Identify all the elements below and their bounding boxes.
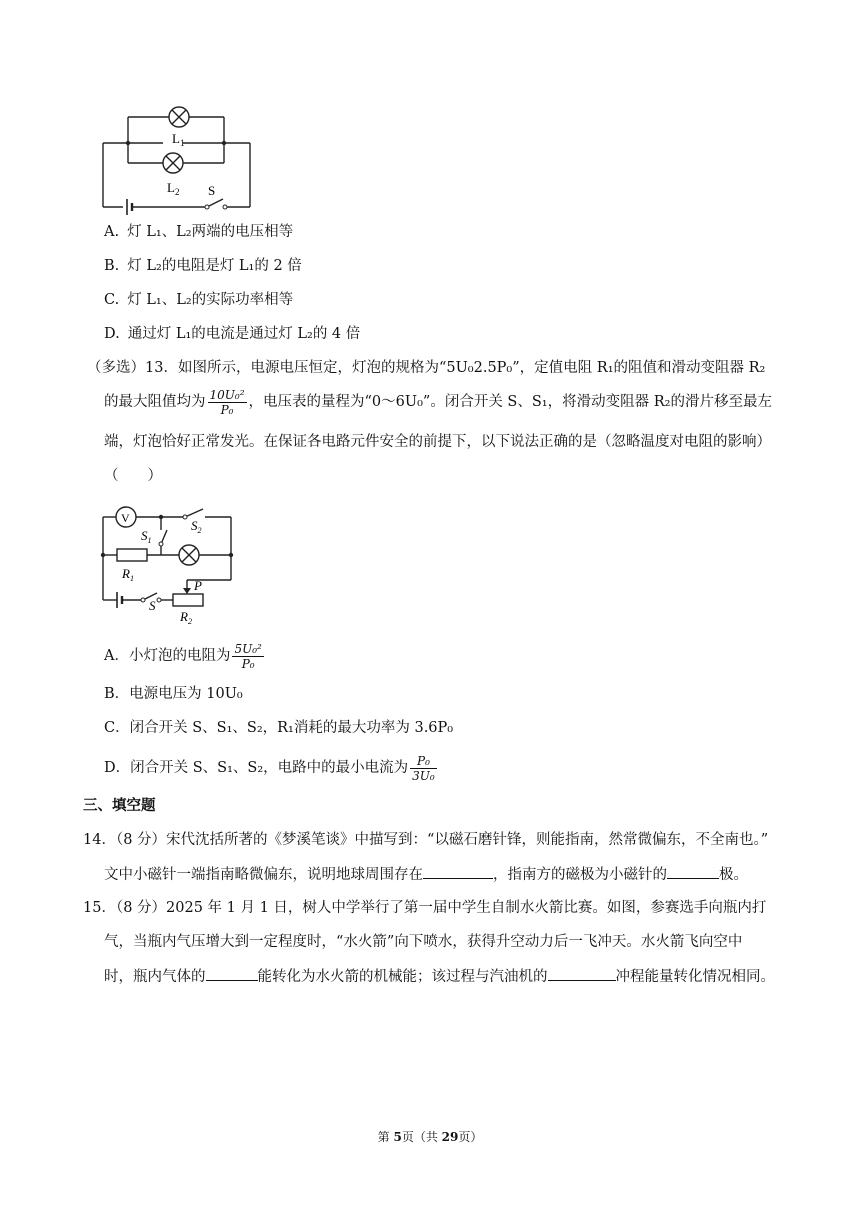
answer-blank[interactable] <box>548 966 616 981</box>
answer-blank[interactable] <box>423 864 493 879</box>
fraction: $\frac{\text{10U₀²}}{\text{P₀}}$ <box>209 387 245 417</box>
page-footer: 第 5页（共 29页） <box>377 1130 483 1144</box>
section-heading: 三、填空题 <box>83 797 156 814</box>
q13-stem-line2: 的最大阻值均为 $\frac{\text{10U₀²}}{\text{P₀}}$ ，电压表的量程为“0～6U₀”。闭合开关 S、S₁，将滑动变阻器 R₂的滑片移至最左 <box>104 387 772 417</box>
q12-option-a: A. 灯 L₁、L₂两端的电压相等 <box>104 224 294 240</box>
circuit-diagram-q13 <box>95 500 245 625</box>
circuit-diagram-q12 <box>95 95 265 215</box>
answer-blank[interactable] <box>206 966 258 981</box>
q12-option-c: C. 灯 L₁、L₂的实际功率相等 <box>104 292 294 308</box>
q12-option-d: D. 通过灯 L₁的电流是通过灯 L₂的 4 倍 <box>104 326 361 342</box>
answer-blank[interactable] <box>667 864 719 879</box>
label-P: P <box>194 578 202 593</box>
q15-line3: 时，瓶内气体的 能转化为水火箭的机械能；该过程与汽油机的 冲程能量转化情况相同。 <box>104 966 775 987</box>
q14-line1: 14．（8 分）宋代沈括所著的《梦溪笔谈》中描写到：“以磁石磨针锋，则能指南，然常微偏东，不全南也。” <box>83 832 769 848</box>
q13-stem-line3: 端，灯泡恰好正常发光。在保证各电路元件安全的前提下，以下说法正确的是（忽略温度对电阻的影响） <box>104 434 771 450</box>
label-S: S <box>149 598 156 613</box>
q13-option-c: C．闭合开关 S、S₁、S₂，R₁消耗的最大功率为 3.6P₀ <box>104 720 454 736</box>
q13-option-a: A．小灯泡的电阻为 $\frac{\text{5U₀²}}{\text{P₀}}$ <box>104 641 262 671</box>
label-R2: $R_2$ <box>180 609 192 625</box>
label-R1: $R_1$ <box>122 566 134 583</box>
label-S1: $S_1$ <box>141 528 152 545</box>
label-L1: $L_1$ <box>172 131 185 148</box>
q13-option-b: B．电源电压为 10U₀ <box>104 686 243 702</box>
label-S: S <box>208 183 216 198</box>
q13-option-d: D．闭合开关 S、S₁、S₂，电路中的最小电流为 $\frac{\text{P₀}}{\text{3U₀}}$ <box>104 753 435 783</box>
q15-line1: 15．（8 分）2025 年 1 月 1 日，树人中学举行了第一届中学生自制水火箭比赛。如图，参赛选手向瓶内打 <box>83 900 767 916</box>
q13-answer-bracket: （ ） <box>104 468 162 484</box>
q13-stem-line1: （多选）13．如图所示，电源电压恒定，灯泡的规格为“5U₀2.5P₀”，定值电阻 R₁的阻值和滑动变阻器 R₂ <box>87 360 766 376</box>
q12-option-b: B. 灯 L₂的电阻是灯 L₁的 2 倍 <box>104 258 302 274</box>
q14-line2: 文中小磁针一端指南略微偏东，说明地球周围存在 ，指南方的磁极为小磁针的 极。 <box>104 864 748 885</box>
q15-line2: 气，当瓶内气压增大到一定程度时，“水火箭”向下喷水，获得升空动力后一飞冲天。水火箭飞向空中 <box>104 934 743 950</box>
label-S2: $S_2$ <box>191 518 202 535</box>
label-L2: $L_2$ <box>167 180 180 197</box>
voltmeter-label: V <box>121 511 130 525</box>
